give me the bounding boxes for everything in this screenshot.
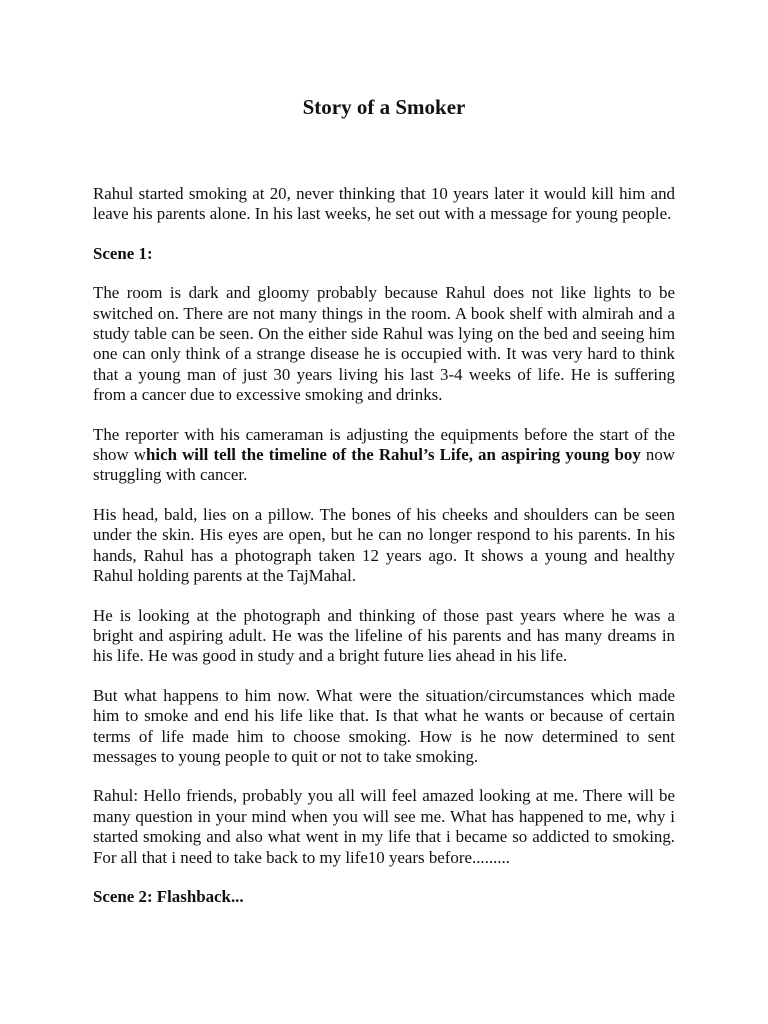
paragraph-circumstances: But what happens to him now. What were the situation/circumstances which made him to smoke and end his life like that. Is that what he wants or because of certain terms of life made him to choose smoking. How is he now determined to sent messages to young people to quit or not to take smoking. <box>93 685 675 766</box>
intro-paragraph: Rahul started smoking at 20, never thinking that 10 years later it would kill him and leave his parents alone. In his last weeks, he set out with a message for young people. <box>93 184 675 224</box>
scene-1-heading: Scene 1: <box>93 243 153 263</box>
paragraph-reporter <box>93 425 675 486</box>
paragraph-photograph: He is looking at the photograph and thinking of those past years where he was a bright and aspiring adult. He was the lifeline of his parents and has many dreams in his life. He was good in study and a bright future lies ahead in his life. <box>93 605 675 666</box>
paragraph-reporter-end: now struggling with cancer. <box>93 445 676 485</box>
page-title: Story of a Smoker <box>302 95 466 119</box>
paragraph-room-description: The room is dark and gloomy probably because Rahul does not like lights to be switched on. There are not many things in the room. A book shelf with almirah and a study table can be seen. On the either side Rahul was lying on the bed and seeing him one can only think of a strange disease he is occupied with. It was very hard to think that a young man of just 30 years living his last 3-4 weeks of life. He is suffering from a cancer due to excessive smoking and drinks. <box>93 283 675 405</box>
scene-2-heading: Scene 2: Flashback... <box>93 886 244 906</box>
paragraph-rahul-speech: Rahul: Hello friends, probably you all will feel amazed looking at me. There will be many question in your mind when you will see me. What has happened to me, why i started smoking and also what went in my life that i became so addicted to smoking. For all that i need to take back to my life10 years before......... <box>93 786 675 867</box>
paragraph-reporter-start: The reporter with his cameraman is adjusting the equipments before the start of the show w <box>93 424 675 465</box>
paragraph-reporter-bold: hich will tell the timeline of the Rahul’s Life, an aspiring young boy <box>145 445 641 465</box>
paragraph-rahul-condition: His head, bald, lies on a pillow. The bones of his cheeks and shoulders can be seen under the skin. His eyes are open, but he can no longer respond to his parents. In his hands, Rahul has a photograph taken 12 years ago. It shows a young and healthy Rahul holding parents at the TajMahal. <box>93 504 675 586</box>
document-body <box>93 184 675 907</box>
